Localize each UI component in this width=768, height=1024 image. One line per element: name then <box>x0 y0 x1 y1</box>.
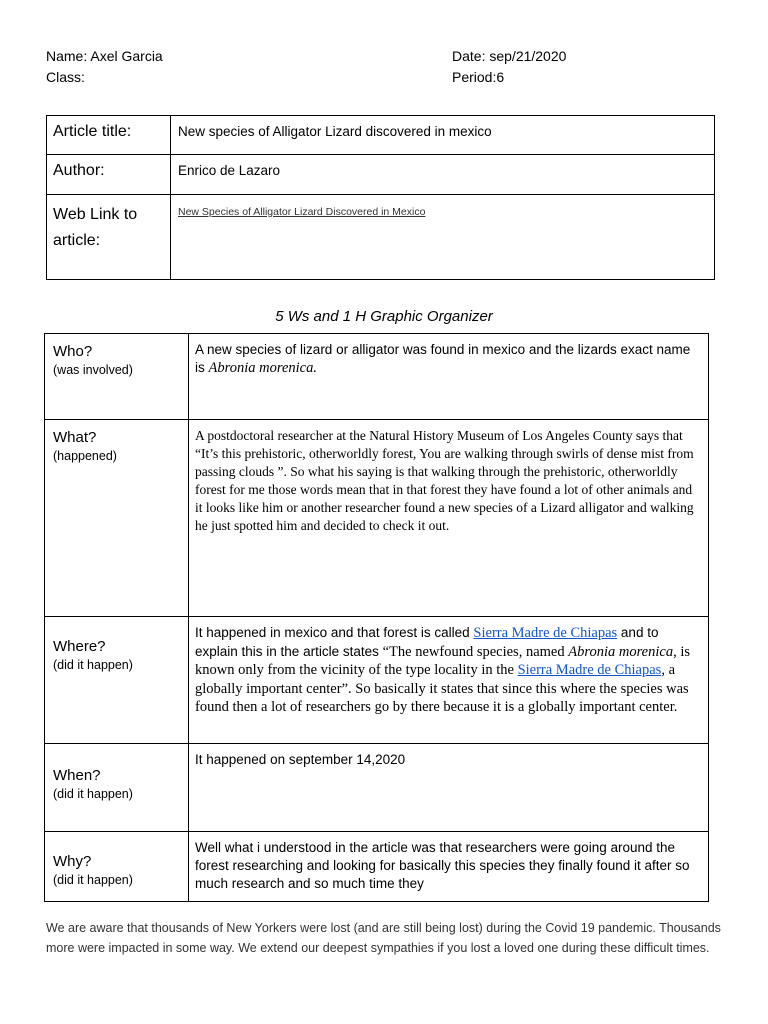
why-subtitle: (did it happen) <box>53 873 133 887</box>
who-label-cell <box>45 334 189 420</box>
where-answer <box>189 617 709 744</box>
sierra-madre-link-2[interactable]: Sierra Madre de Chiapas <box>517 662 662 678</box>
author-value: Enrico de Lazaro <box>171 155 715 195</box>
why-answer: Well what i understood in the article was that researchers were going around the forest researching and looking for basically this species they finally found it after so much research and so much time they <box>189 832 709 902</box>
article-title-row <box>47 116 715 155</box>
when-row <box>45 744 709 832</box>
sierra-madre-link-1[interactable]: Sierra Madre de Chiapas <box>473 625 618 641</box>
web-link-cell <box>171 195 715 280</box>
who-species-name: Abronia morenica. <box>208 360 317 376</box>
who-answer <box>189 334 709 420</box>
when-subtitle: (did it happen) <box>53 787 133 801</box>
who-row <box>45 334 709 420</box>
web-link-label-line2: article: <box>53 232 101 249</box>
article-title-label: Article title: <box>47 116 171 155</box>
where-label-cell <box>45 617 189 744</box>
where-quote-start: “The newfound species, named <box>382 643 569 660</box>
article-info-table <box>46 115 715 280</box>
why-question: Why? <box>53 853 92 870</box>
graphic-organizer-table <box>44 333 709 902</box>
what-answer: A postdoctoral researcher at the Natural History Museum of Los Angeles County says that “It’s this prehistoric, otherworldly forest, You are walking through swirls of dense mist from passing clouds ”. So what his saying is that walking through the prehistoric, otherworldly forest for me those words mean that in that forest they have found a lot of other animals and it looks like him or another researcher found a new species of a Lizard alligator and walking he just spotted him and decided to check it out. <box>189 420 709 617</box>
what-subtitle: (happened) <box>53 449 117 463</box>
class-label: Class: <box>46 69 85 85</box>
name-field <box>46 46 163 88</box>
where-answer-intro: It happened in mexico and that forest is called <box>195 625 474 640</box>
why-label-cell <box>45 832 189 902</box>
where-row <box>45 617 709 744</box>
where-quote-end: , a globally important center”. So basically it states that since this where the species was found then a lot of researchers go by there because it is a globally important center. <box>195 662 689 715</box>
who-answer-text: A new species of lizard or alligator was found in mexico and the lizards exact name is <box>195 342 691 375</box>
article-title-value: New species of Alligator Lizard discovered in mexico <box>171 116 715 155</box>
when-question: When? <box>53 767 101 784</box>
where-subtitle: (did it happen) <box>53 658 133 672</box>
what-question: What? <box>53 429 97 446</box>
what-row <box>45 420 709 617</box>
covid-notice: We are aware that thousands of New Yorkers were lost (and are still being lost) during the Covid 19 pandemic. Thousands more were impacted in some way. We extend our deepest sympathies if you lost a loved one during these difficult times. <box>46 921 721 955</box>
web-link-label <box>47 195 171 280</box>
student-name: Name: Axel Garcia <box>46 48 163 64</box>
where-answer-cont: and to explain this in the article states <box>195 625 659 659</box>
where-quote-mid: , is known only from the vicinity of the type locality in the <box>195 643 690 678</box>
where-species-name: Abronia morenica <box>568 643 674 660</box>
where-question: Where? <box>53 638 106 655</box>
period-value: Period:6 <box>452 69 505 85</box>
when-answer: It happened on september 14,2020 <box>189 744 709 832</box>
article-link[interactable]: New Species of Alligator Lizard Discovered in Mexico <box>178 206 426 218</box>
author-label: Author: <box>47 155 171 195</box>
date-field <box>452 46 566 88</box>
what-label-cell <box>45 420 189 617</box>
who-question: Who? <box>53 343 93 360</box>
author-row <box>47 155 715 195</box>
organizer-title: 5 Ws and 1 H Graphic Organizer <box>275 308 493 325</box>
date-value: Date: sep/21/2020 <box>452 48 567 64</box>
why-row <box>45 832 709 902</box>
who-subtitle: (was involved) <box>53 363 133 377</box>
when-label-cell <box>45 744 189 832</box>
web-link-label-line1: Web Link to <box>53 206 138 223</box>
web-link-row <box>47 195 715 280</box>
